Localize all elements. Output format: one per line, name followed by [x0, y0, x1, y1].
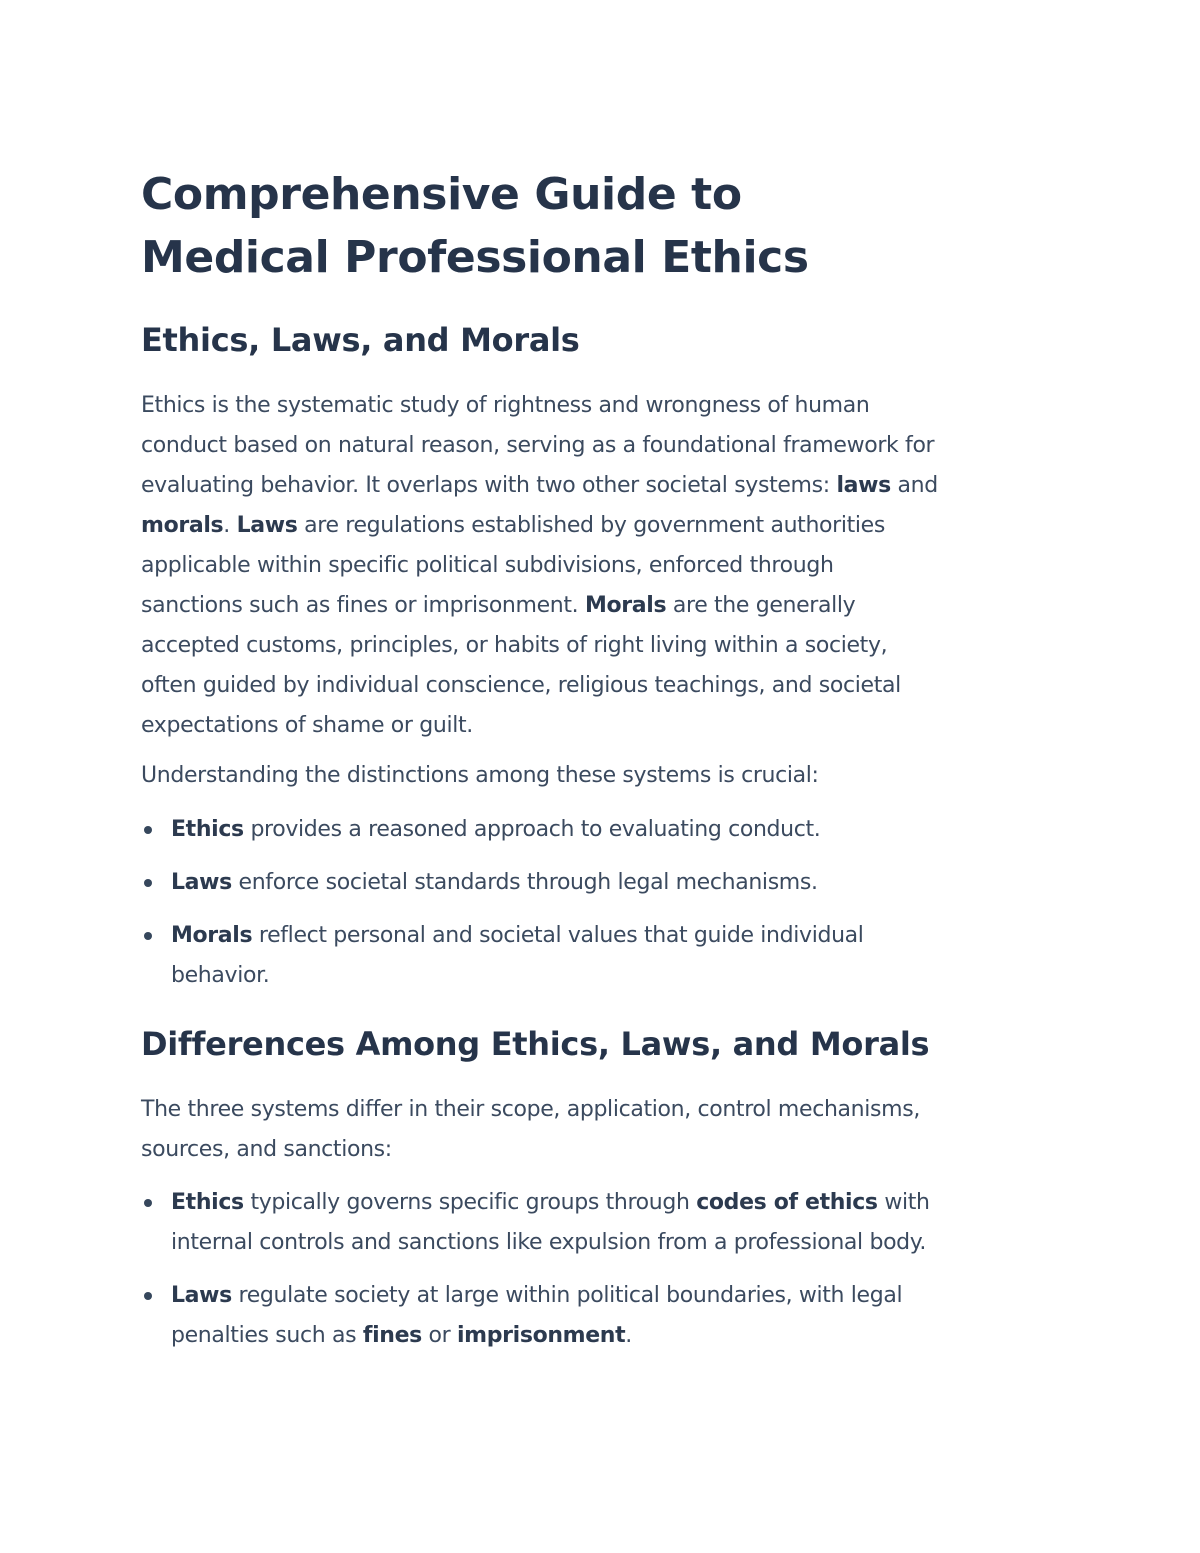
bold-term: Ethics: [171, 1190, 244, 1215]
bullet-icon: [144, 826, 152, 834]
text-run: Ethics is the systematic study of rightness and wrongness of human: [141, 393, 870, 418]
text-run: .: [625, 1323, 632, 1348]
text-run: conduct based on natural reason, serving as a foundational framework for: [141, 433, 935, 458]
text-run: enforce societal standards through legal mechanisms.: [231, 870, 818, 895]
bold-term: Laws: [171, 870, 232, 895]
text-line: [141, 546, 1056, 586]
text-run: are the generally: [666, 593, 856, 618]
text-run: with: [877, 1190, 930, 1215]
text-run: applicable within specific political subdivisions, enforced through: [141, 553, 834, 578]
list-item-text: [171, 916, 1056, 996]
list-item-text: [171, 810, 1056, 850]
list-item-text: [171, 1276, 1056, 1356]
text-run: reflect personal and societal values that guide individual: [252, 923, 864, 948]
text-run: accepted customs, principles, or habits of right living within a society,: [141, 633, 888, 658]
text-line: [171, 1316, 1056, 1356]
text-run: sanctions such as fines or imprisonment.: [141, 593, 585, 618]
text-line: [171, 1183, 1056, 1223]
bullet-icon: [144, 1292, 152, 1300]
text-run: behavior.: [171, 963, 270, 988]
bold-term: Laws: [171, 1283, 232, 1308]
bold-term: Laws: [236, 513, 298, 538]
section-heading-ethics-laws-morals: Ethics, Laws, and Morals: [141, 321, 580, 359]
text-line: [171, 863, 1056, 903]
text-run: often guided by individual conscience, religious teachings, and societal: [141, 673, 901, 698]
bold-term: codes of ethics: [696, 1190, 878, 1215]
text-run: or: [421, 1323, 457, 1348]
text-line: [141, 1130, 1056, 1170]
text-line: [141, 626, 1056, 666]
bold-term: laws: [836, 473, 891, 498]
bold-term: Morals: [171, 923, 253, 948]
text-line: [141, 666, 1056, 706]
text-run: are regulations established by government authorities: [297, 513, 885, 538]
list-item-text: [171, 863, 1056, 903]
bold-term: imprisonment: [456, 1323, 626, 1348]
bullet-icon: [144, 1199, 152, 1207]
text-run: penalties such as: [171, 1323, 363, 1348]
text-run: internal controls and sanctions like expulsion from a professional body.: [171, 1230, 926, 1255]
bold-term: morals: [141, 513, 224, 538]
page-title: Comprehensive Guide to Medical Professional Ethics: [141, 169, 809, 283]
text-run: sources, and sanctions:: [141, 1137, 392, 1162]
text-line: [171, 810, 1056, 850]
text-line: [141, 386, 1056, 426]
text-run: provides a reasoned approach to evaluating conduct.: [243, 817, 821, 842]
bullet-icon: [144, 932, 152, 940]
section-heading-differences: Differences Among Ethics, Laws, and Morals: [141, 1025, 930, 1063]
text-line: [141, 1090, 1056, 1130]
paragraph-distinctions-intro: Understanding the distinctions among these systems is crucial:: [141, 763, 819, 788]
text-line: [171, 1223, 1056, 1263]
text-run: typically governs specific groups through: [243, 1190, 697, 1215]
paragraph-differences-intro: [141, 1090, 1056, 1170]
text-line: [171, 916, 1056, 956]
bold-term: Ethics: [171, 817, 244, 842]
text-run: and: [890, 473, 938, 498]
list-item-text: [171, 1183, 1056, 1263]
bullet-icon: [144, 879, 152, 887]
text-run: The three systems differ in their scope, application, control mechanisms,: [141, 1097, 920, 1122]
text-line: [141, 706, 1056, 746]
text-run: evaluating behavior. It overlaps with two other societal systems:: [141, 473, 837, 498]
bold-term: Morals: [584, 593, 667, 618]
bold-term: fines: [362, 1323, 422, 1348]
text-line: [141, 586, 1056, 626]
text-line: [141, 426, 1056, 466]
text-line: [171, 1276, 1056, 1316]
text-line: [141, 506, 1056, 546]
text-line: [171, 956, 1056, 996]
text-line: [141, 466, 1056, 506]
text-run: expectations of shame or guilt.: [141, 713, 473, 738]
text-run: regulate society at large within political boundaries, with legal: [231, 1283, 903, 1308]
text-run: .: [223, 513, 237, 538]
paragraph-ethics-definition: [141, 386, 1056, 746]
